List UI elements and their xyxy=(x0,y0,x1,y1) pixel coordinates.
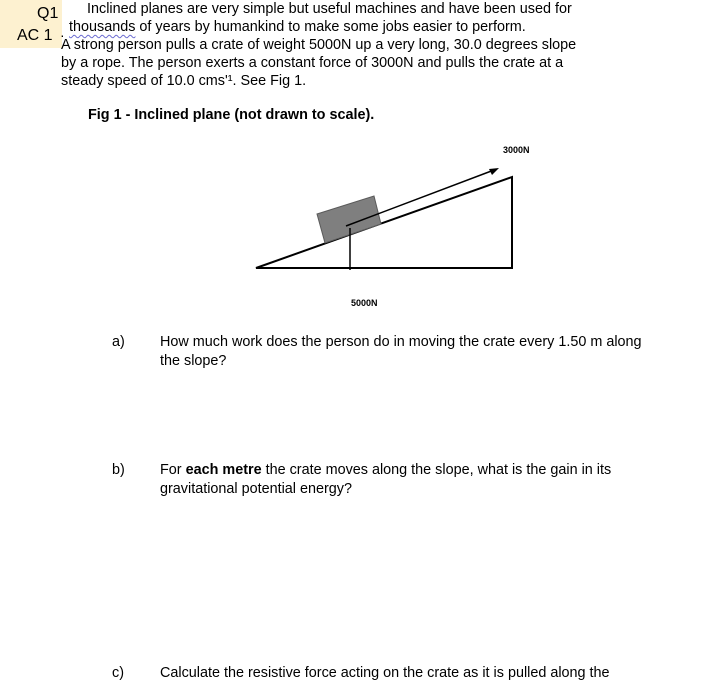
force-label: 3000N xyxy=(503,145,530,155)
question-b-bold: each metre xyxy=(185,462,262,478)
question-b-letter: b) xyxy=(112,462,125,478)
intro-line-5: steady speed of 10.0 cms'¹. See Fig 1. xyxy=(61,73,307,89)
intro-line-2-rest: of years by humankind to make some jobs easier to perform. xyxy=(135,19,526,35)
question-b-post: the crate moves along the slope, what is the gain in its gravitational potential energy? xyxy=(160,462,612,497)
intro-line-1: Inclined planes are very simple but useful machines and have been used for xyxy=(87,1,572,17)
incline-triangle xyxy=(256,177,512,268)
intro-line-4: by a rope. The person exerts a constant force of 3000N and pulls the crate at a xyxy=(61,55,564,71)
question-b-pre: For xyxy=(160,462,186,478)
question-c-letter: c) xyxy=(112,665,124,681)
pull-arrowhead xyxy=(489,168,499,175)
question-number: Q1 xyxy=(37,5,59,22)
question-a-letter: a) xyxy=(112,334,125,350)
spellcheck-word[interactable]: thousands xyxy=(69,19,136,35)
question-a-text: How much work does the person do in moving the crate every 1.50 m along the slope? xyxy=(160,334,642,369)
bullet-dot: · xyxy=(60,27,65,43)
weight-label: 5000N xyxy=(351,298,378,308)
intro-line-3: A strong person pulls a crate of weight 5000N up a very long, 30.0 degrees slope xyxy=(61,37,577,53)
question-b-text xyxy=(160,461,660,499)
figure-caption: Fig 1 - Inclined plane (not drawn to scale). xyxy=(88,107,375,123)
assessment-criterion: AC 1 xyxy=(17,27,53,44)
question-c-text: Calculate the resistive force acting on the crate as it is pulled along the xyxy=(160,665,610,681)
